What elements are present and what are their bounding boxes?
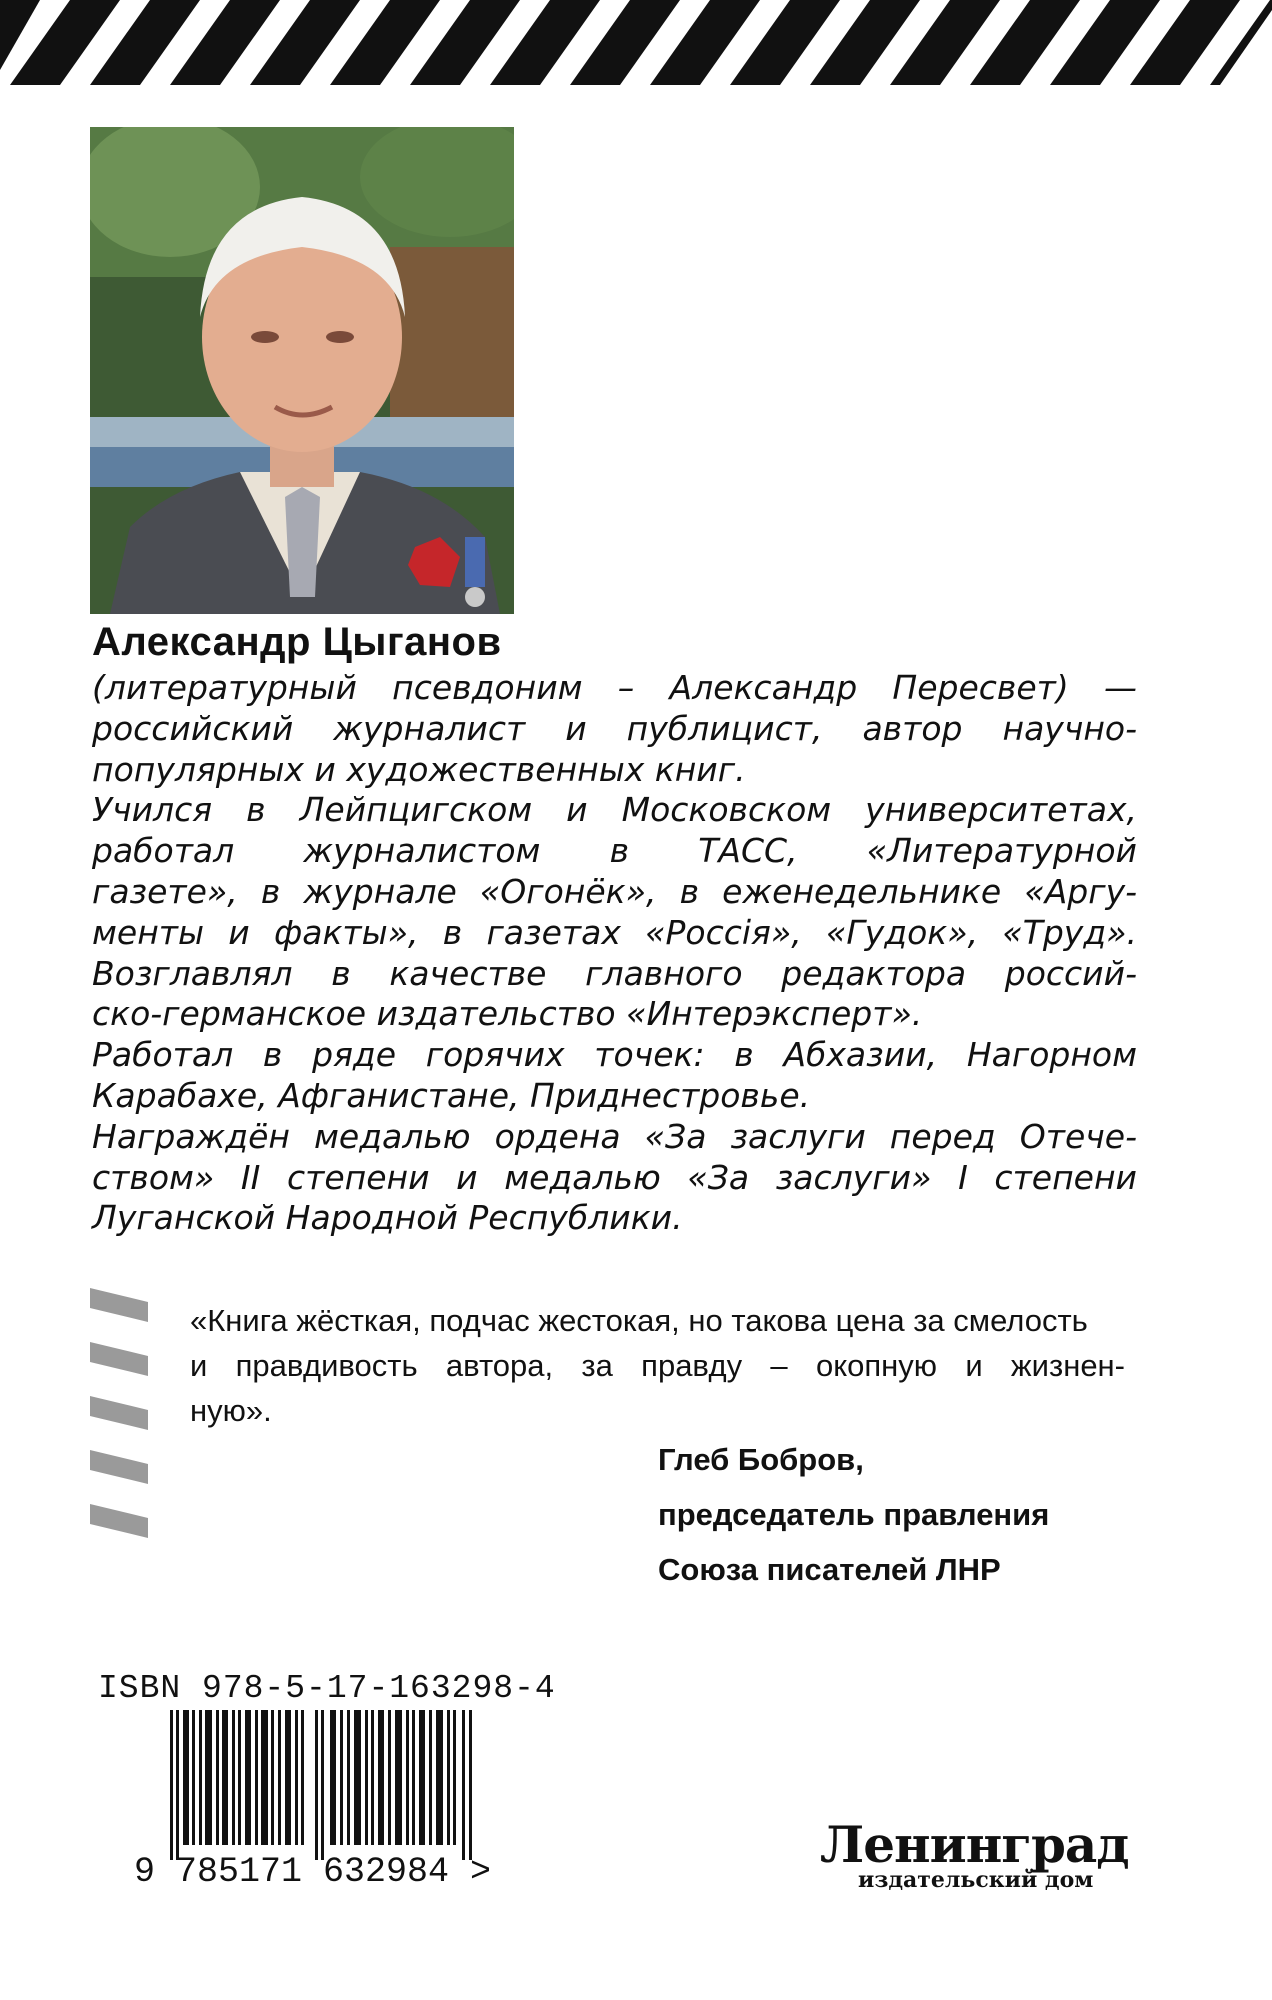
logo-main-text: Ленинград: [820, 1815, 1129, 1874]
bio-line: ско-германское издательство «Интерэксперт».: [92, 994, 923, 1034]
bio-line: (литературный псевдоним – Александр Пересвет) —: [92, 668, 1137, 707]
bio-line: Награждён медалью ордена «За заслуги перед Отече-: [92, 1116, 1137, 1156]
bio-line: Учился в Лейпцигском и Московском университетах,: [92, 790, 1137, 830]
bio-line: Работал в ряде горячих точек: в Абхазии, Нагорном: [92, 1035, 1137, 1075]
bio-line: Луганской Народной Республики.: [92, 1198, 683, 1238]
barcode-icon: [170, 1710, 480, 1860]
signature-line: Союза писателей ЛНР: [658, 1552, 1001, 1587]
author-photo: [90, 127, 514, 614]
quote-line: «Книга жёсткая, подчас жестокая, но такова цена за смелость: [190, 1303, 1088, 1338]
review-signature: [658, 1432, 1049, 1597]
publisher-logo: [810, 1815, 1130, 1915]
signature-line: Глеб Бобров,: [658, 1442, 864, 1477]
bio-line: популярных и художественных книг.: [92, 749, 746, 789]
bio-line: работал журналистом в ТАСС, «Литературной: [92, 831, 1137, 871]
logo-sub-text: издательский дом: [858, 1867, 1094, 1893]
bio-line: газете», в журнале «Огонёк», в еженедельнике «Аргу-: [92, 871, 1137, 911]
bio-line: Возглавлял в качестве главного редактора россий-: [92, 953, 1137, 993]
bio-line: российский журналист и публицист, автор научно-: [92, 708, 1137, 748]
bio-line: ством» II степени и медалью «За заслуги» I степени: [92, 1157, 1137, 1197]
signature-line: председатель правления: [658, 1497, 1050, 1532]
quote-line: и правдивость автора, за правду – окопную и жизнен-: [190, 1348, 1125, 1383]
barcode-digits: 9 785171 632984 >: [134, 1852, 492, 1892]
isbn-label: ISBN 978-5-17-163298-4: [98, 1670, 556, 1707]
top-stripe-band: [0, 0, 1272, 85]
author-name: Александр Цыганов: [92, 620, 502, 664]
review-quote: [190, 1298, 1125, 1433]
quote-line: ную».: [190, 1393, 272, 1428]
author-bio: [92, 668, 1137, 1239]
bio-line: менты и факты», в газетах «Россія», «Гудок», «Труд».: [92, 912, 1137, 952]
quote-mark-icon: [90, 1288, 148, 1558]
bio-line: Карабахе, Афганистане, Приднестровье.: [92, 1075, 811, 1115]
